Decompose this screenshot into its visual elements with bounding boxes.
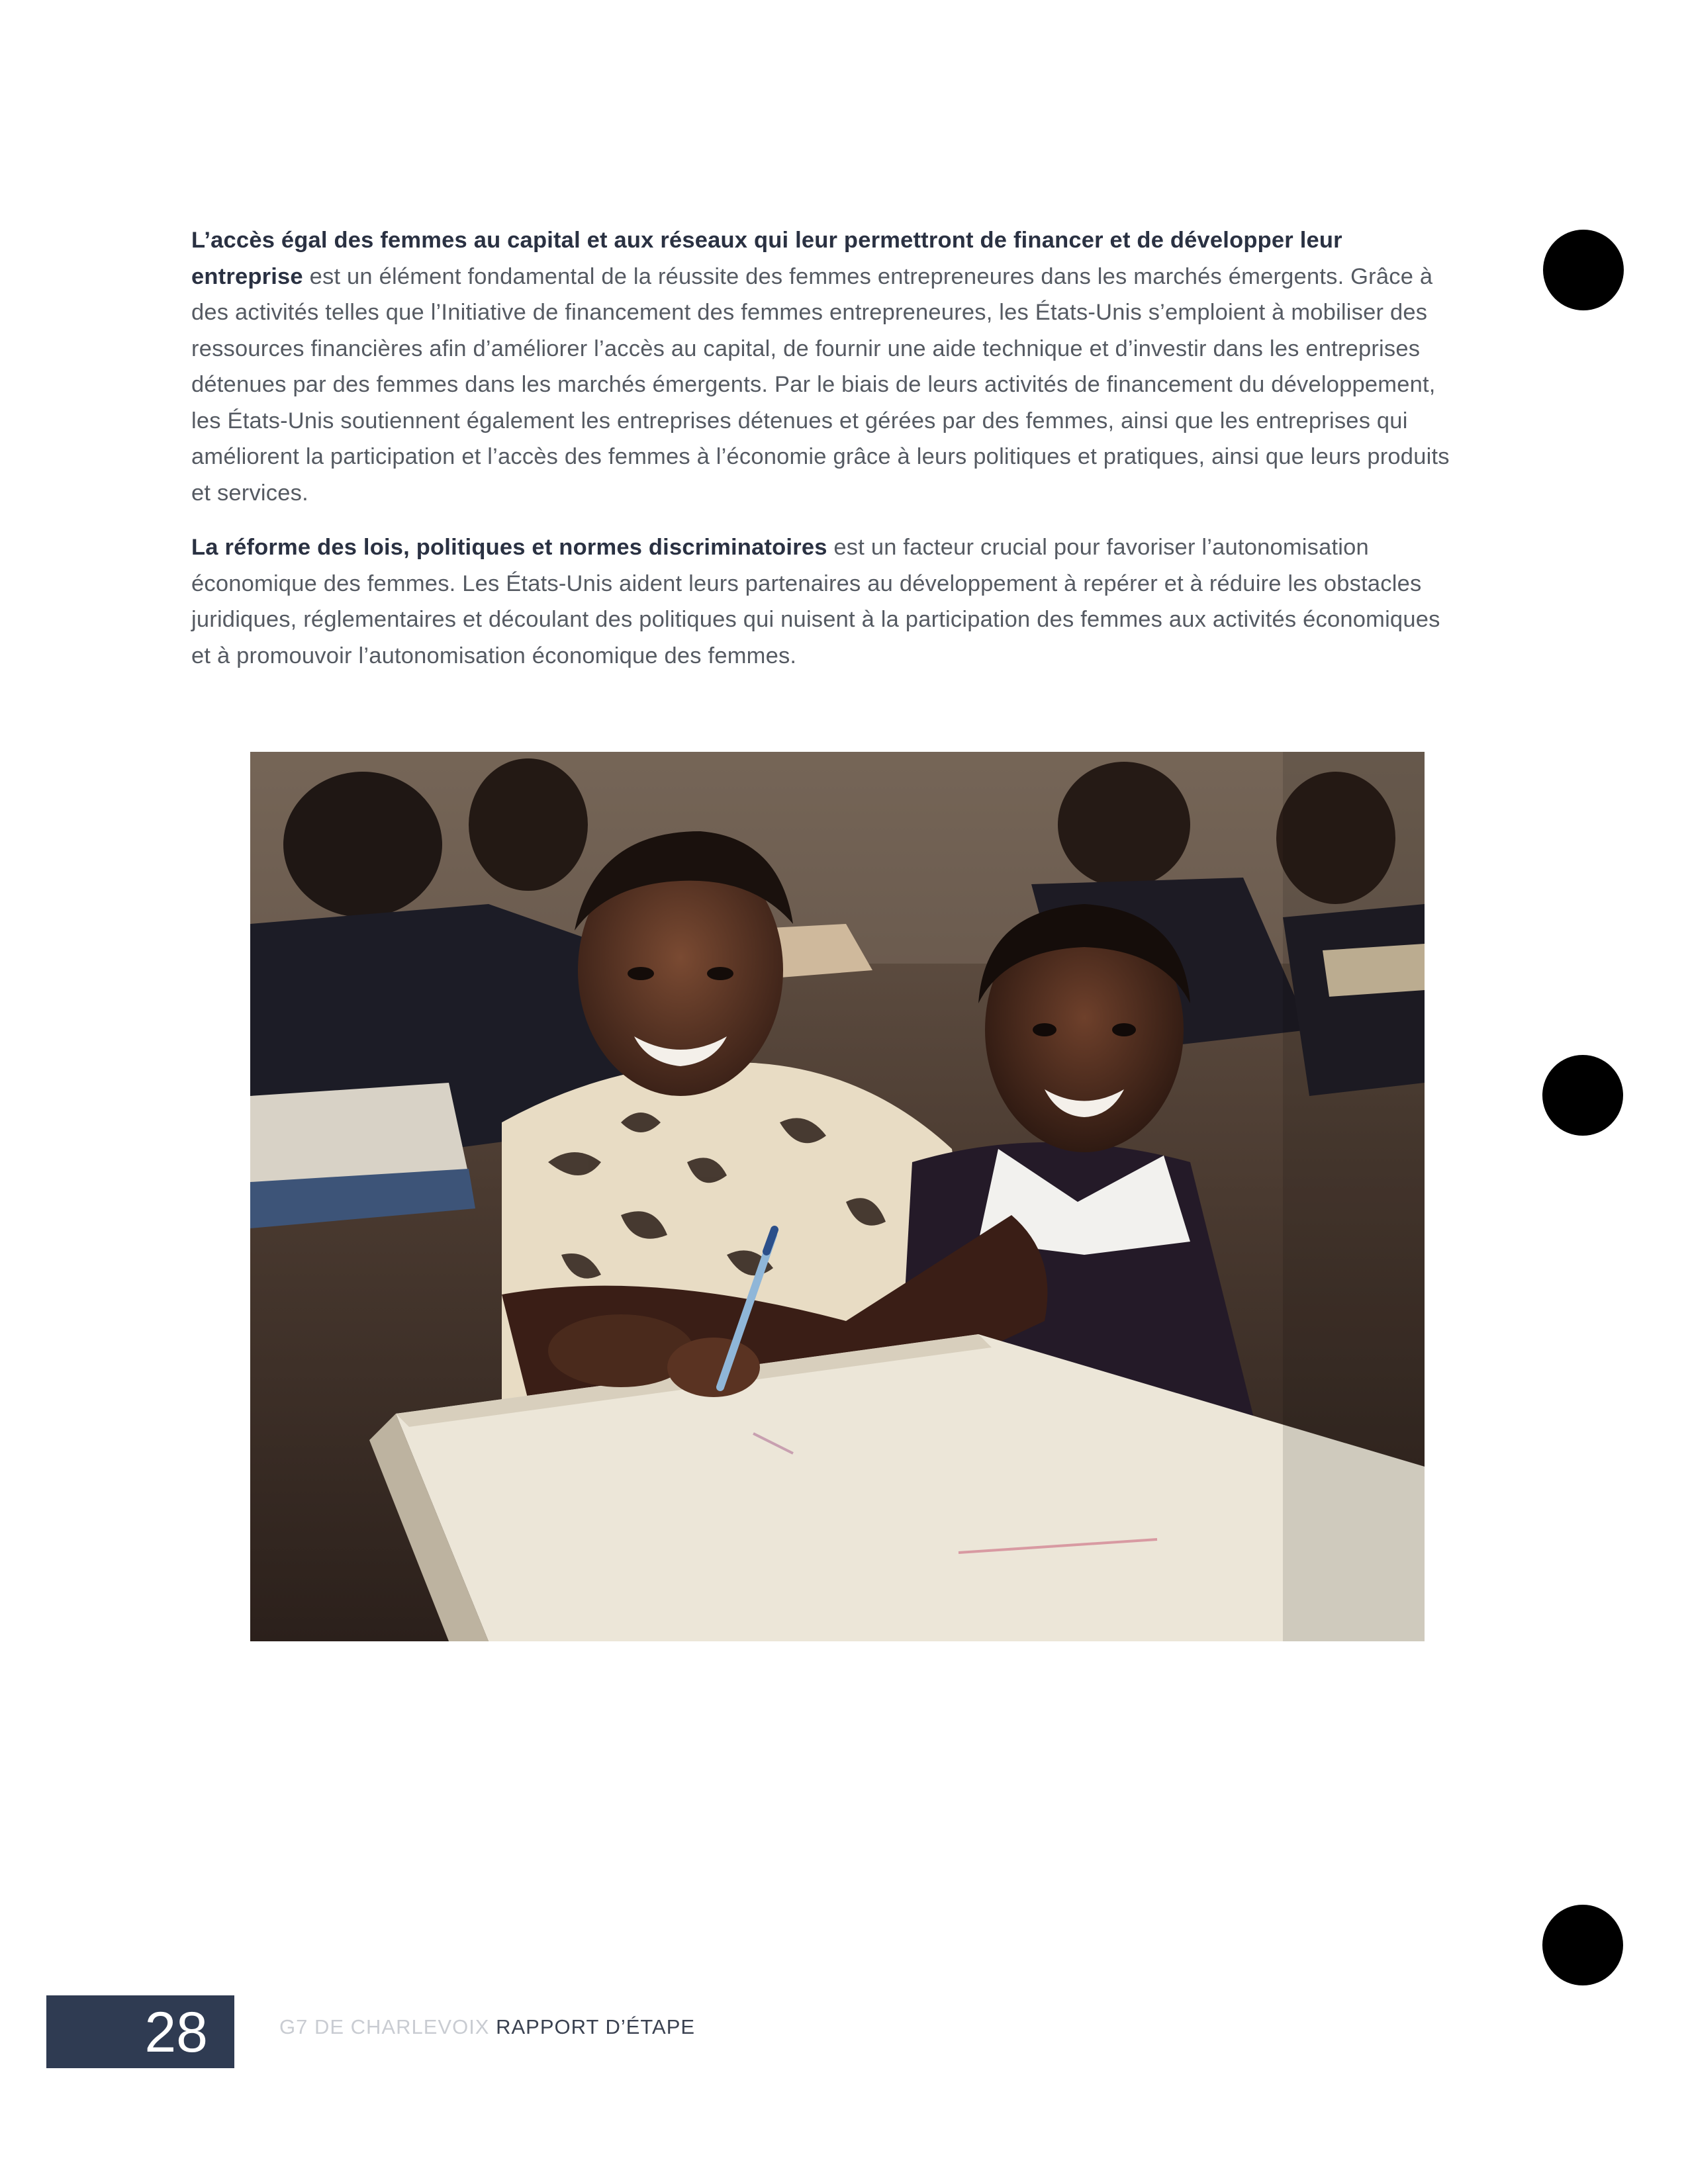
page-number: 28 <box>144 2001 208 2064</box>
page-number-box <box>46 1995 234 2068</box>
paragraph-lead: La réforme des lois, politiques et normes discriminatoires <box>191 535 827 560</box>
binder-hole <box>1542 1055 1623 1136</box>
binder-hole <box>1542 1905 1623 1985</box>
footer-report-title: RAPPORT D’ÉTAPE <box>496 2015 696 2038</box>
footer-title <box>279 2014 695 2040</box>
paragraph-body: est un facteur crucial pour favoriser l’autonomisation économique des femmes. Les États-Unis aident leurs partenaires au développement à repérer et à réduire les obstacles juridiques, réglementaires et découlant des politiques qui nuisent à la participation des femmes aux activités économiques et à promouvoir l’autonomisation économique des femmes. <box>191 535 1440 668</box>
classroom-photo-illustration <box>250 752 1425 1641</box>
footer-series: G7 DE CHARLEVOIX <box>279 2015 490 2038</box>
paragraph-body: est un élément fondamental de la réussite des femmes entrepreneures dans les marchés émergents. Grâce à des activités telles que l’Initiative de financement des femmes entrepreneures, les États-Unis s’emploient à mobiliser des ressources financières afin d’améliorer l’accès au capital, de fournir une aide technique et d’investir dans les entreprises détenues par des femmes dans les marchés émergents. Par le biais de leurs activités de financement du développement, les États-Unis soutiennent également les entreprises détenues et gérées par des femmes, ainsi que les entreprises qui améliorent la participation et l’accès des femmes à l’économie grâce à leurs politiques et pratiques, ainsi que leurs produits et services. <box>191 263 1450 506</box>
paragraph-law-reform <box>191 529 1452 674</box>
paragraph-lead: L’accès égal des femmes au capital et aux réseaux qui leur permettront de financer et de développer leur entreprise <box>191 228 1342 289</box>
classroom-photo <box>250 752 1425 1641</box>
binder-hole <box>1543 230 1624 310</box>
paragraph-capital-access <box>191 222 1452 511</box>
